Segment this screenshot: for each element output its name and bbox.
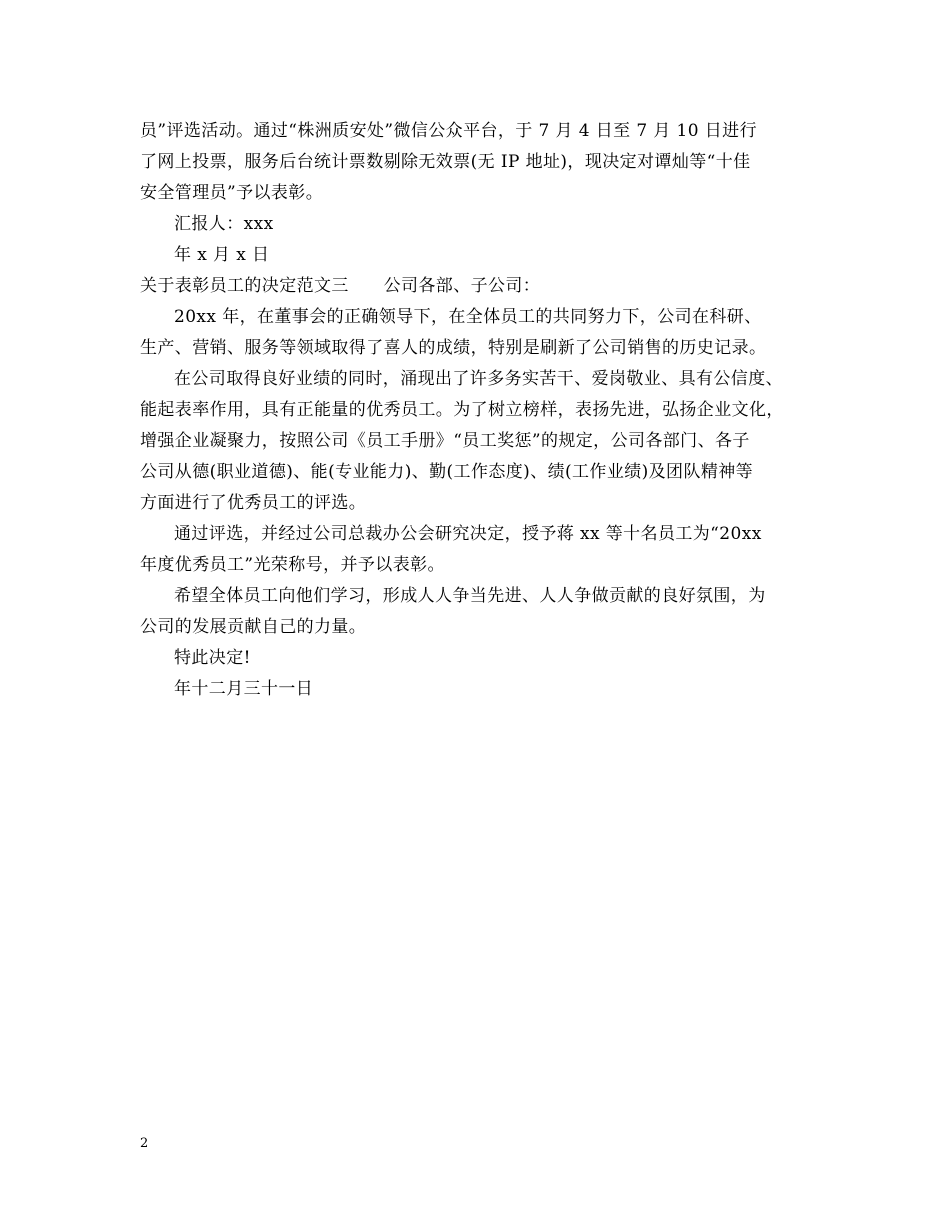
- reporter-line: 汇报人：xxx: [174, 214, 274, 234]
- text-line: 能起表率作用，具有正能量的优秀员工。为了树立榜样，表扬先进，弘扬企业文化，: [140, 400, 784, 420]
- document-body: [140, 116, 812, 705]
- section-heading: 关于表彰员工的决定范文三 公司各部、子公司：: [140, 276, 541, 296]
- text-line: 在公司取得良好业绩的同时，涌现出了许多务实苦干、爱岗敬业、具有公信度、: [174, 369, 783, 389]
- text-line: 通过评选，并经过公司总裁办公会研究决定，授予蒋 xx 等十名员工为“20xx: [174, 524, 762, 544]
- text-line: 方面进行了优秀员工的评选。: [140, 493, 367, 513]
- text-line: 增强企业凝聚力，按照公司《员工手册》“员工奖惩”的规定，公司各部门、各子: [140, 431, 750, 451]
- text-line: 安全管理员”予以表彰。: [140, 183, 324, 203]
- text-line: 公司的发展贡献自己的力量。: [140, 617, 367, 637]
- text-line: 年度优秀员工”光荣称号，并予以表彰。: [140, 555, 445, 575]
- closing-date-line: 年十二月三十一日: [174, 679, 314, 699]
- text-line: 希望全体员工向他们学习，形成人人争当先进、人人争做贡献的良好氛围，为: [174, 586, 766, 606]
- text-line: 生产、营销、服务等领域取得了喜人的成绩，特别是刷新了公司销售的历史记录。: [140, 338, 767, 358]
- closing-line: 特此决定!: [174, 648, 251, 668]
- text-line: 公司从德(职业道德)、能(专业能力)、勤(工作态度)、绩(工作业绩)及团队精神等: [140, 462, 754, 482]
- text-line: 员”评选活动。通过“株洲质安处”微信公众平台，于 7 月 4 日至 7 月 10 日进行: [140, 121, 757, 141]
- text-line: 了网上投票，服务后台统计票数剔除无效票(无 IP 地址)，现决定对谭灿等“十佳: [140, 152, 751, 172]
- page-number: 2: [140, 1136, 149, 1151]
- text-line: 20xx 年，在董事会的正确领导下，在全体员工的共同努力下，公司在科研、: [174, 307, 762, 327]
- date-line: 年 x 月 x 日: [174, 245, 270, 265]
